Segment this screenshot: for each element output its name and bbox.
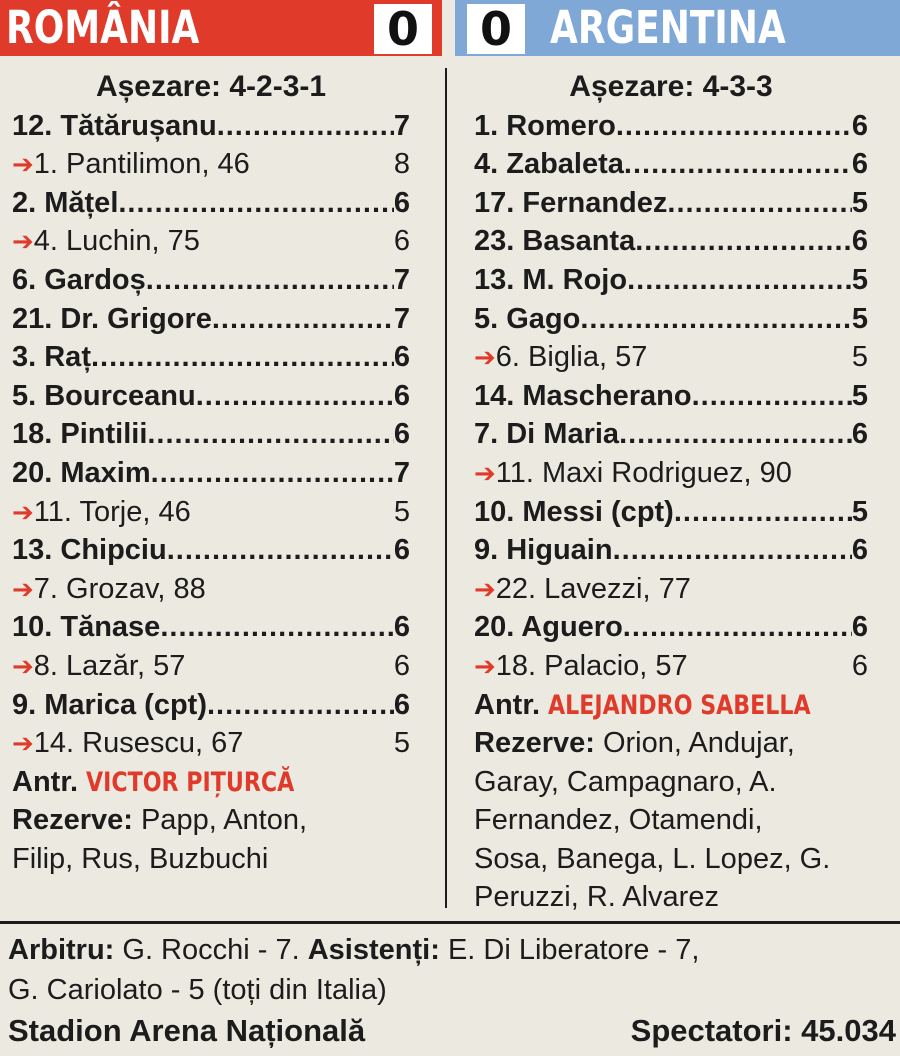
substitute-name: 4. Luchin, 75 (33, 225, 200, 258)
substitute-name: 6. Biglia, 57 (495, 341, 648, 374)
player-grade: 6 (393, 611, 410, 644)
player-row (12, 608, 410, 647)
player-row (474, 261, 868, 300)
player-row (12, 338, 410, 377)
away-team-name: ARGENTINA (550, 1, 786, 54)
leader-dots (619, 415, 852, 454)
player-grade: 6 (393, 186, 410, 219)
away-reserves (474, 724, 868, 763)
substitute-row (12, 222, 410, 261)
home-reserves-label: Rezerve: (12, 804, 133, 837)
player-row (12, 415, 410, 454)
away-formation: Așezare: 4-3-3 (569, 70, 773, 103)
player-name: 20. Maxim (12, 456, 151, 489)
player-grade: 7 (393, 263, 410, 296)
away-reserves-label: Rezerve: (474, 727, 595, 760)
substitute-grade: 8 (393, 148, 410, 181)
player-name: 2. Mățel (12, 186, 119, 219)
arrow-right-icon: ➔ (12, 728, 34, 759)
player-row (12, 377, 410, 416)
venue: Stadion Arena Națională (8, 1013, 366, 1048)
leader-dots (147, 415, 393, 454)
player-name: 9. Higuain (474, 534, 613, 567)
player-grade: 6 (393, 688, 410, 721)
spectators: Spectatori: 45.034 (630, 1013, 896, 1048)
player-name: 23. Basanta (474, 225, 636, 258)
player-name: 5. Gago (474, 302, 581, 335)
player-name: 10. Tănase (12, 611, 161, 644)
away-reserves-line: Sosa, Banega, L. Lopez, G. (474, 842, 831, 875)
away-lineup-list (474, 107, 868, 686)
footer-divider (0, 921, 900, 924)
officials-line (8, 930, 896, 970)
player-row (12, 184, 410, 223)
substitute-row (12, 724, 410, 763)
substitute-row (474, 338, 868, 377)
player-row (12, 454, 410, 493)
home-lineup-list (12, 107, 410, 763)
player-row (474, 222, 868, 261)
player-row (12, 531, 410, 570)
player-name: 1. Romero (474, 109, 616, 142)
substitute-grade: 5 (393, 727, 410, 760)
column-divider (445, 68, 447, 908)
player-row (12, 300, 410, 339)
arrow-right-icon: ➔ (12, 149, 34, 180)
officials-line-2: G. Cariolato - 5 (toți din Italia) (8, 974, 387, 1006)
player-row (474, 608, 868, 647)
match-header (0, 0, 900, 58)
home-coach-label: Antr. (12, 765, 79, 798)
player-grade: 6 (393, 379, 410, 412)
player-row (474, 531, 868, 570)
leader-dots (196, 377, 394, 416)
player-name: 6. Gardoș (12, 263, 146, 296)
leader-dots (627, 261, 852, 300)
player-row (474, 184, 868, 223)
substitute-row (12, 145, 410, 184)
home-reserves-line: Filip, Rus, Buzbuchi (12, 842, 269, 875)
arrow-right-icon: ➔ (12, 573, 34, 604)
substitute-row (474, 647, 868, 686)
assistants-label: Asistenți: (307, 934, 440, 966)
leader-dots (624, 145, 852, 184)
substitute-name: 11. Maxi Rodriguez, 90 (495, 456, 792, 489)
player-name: 18. Pintilii (12, 418, 148, 451)
player-row (12, 261, 410, 300)
substitute-grade: 6 (393, 225, 410, 258)
home-reserves-line: Papp, Anton, (140, 804, 308, 837)
leader-dots (151, 454, 394, 493)
player-grade: 5 (851, 263, 868, 296)
substitute-grade: 5 (851, 341, 868, 374)
substitute-grade: 5 (393, 495, 410, 528)
leader-dots (616, 107, 852, 146)
away-team-bar (455, 0, 900, 56)
substitute-row (12, 647, 410, 686)
player-row (12, 686, 410, 725)
leader-dots (212, 300, 394, 339)
player-row (474, 107, 868, 146)
substitute-name: 14. Rusescu, 67 (33, 727, 244, 760)
player-name: 7. Di Maria (474, 418, 620, 451)
player-name: 12. Tătărușanu (12, 109, 217, 142)
arrow-right-icon: ➔ (474, 342, 496, 373)
player-name: 3. Raț (12, 341, 91, 374)
away-coach (474, 686, 868, 725)
substitute-row (474, 454, 868, 493)
leader-dots (160, 608, 394, 647)
leader-dots (146, 261, 394, 300)
player-grade: 6 (851, 611, 868, 644)
player-row (474, 377, 868, 416)
player-grade: 5 (851, 302, 868, 335)
player-row (474, 145, 868, 184)
player-grade: 6 (851, 418, 868, 451)
substitute-name: 18. Palacio, 57 (495, 649, 688, 682)
player-grade: 6 (851, 109, 868, 142)
substitute-grade: 6 (393, 649, 410, 682)
home-score: 0 (374, 4, 432, 54)
away-reserves-line: Fernandez, Otamendi, (474, 804, 763, 837)
substitute-row (12, 493, 410, 532)
home-team-name: ROMÂNIA (6, 1, 200, 54)
substitute-name: 1. Pantilimon, 46 (33, 148, 250, 181)
away-score: 0 (467, 4, 525, 54)
home-reserves (12, 801, 410, 840)
player-name: 17. Fernandez (474, 186, 668, 219)
home-lineup-column (12, 68, 410, 878)
home-team-bar (0, 0, 442, 56)
arrow-right-icon: ➔ (12, 496, 34, 527)
player-name: 10. Messi (cpt) (474, 495, 674, 528)
match-footer (8, 930, 896, 1052)
substitute-name: 11. Torje, 46 (33, 495, 191, 528)
player-grade: 7 (393, 456, 410, 489)
leader-dots (667, 184, 851, 223)
player-name: 9. Marica (cpt) (12, 688, 207, 721)
player-grade: 6 (393, 418, 410, 451)
home-coach-name: VICTOR PIȚURCĂ (86, 766, 295, 798)
venue-line (8, 1010, 896, 1052)
arrow-right-icon: ➔ (474, 573, 496, 604)
leader-dots (635, 222, 852, 261)
player-row (474, 300, 868, 339)
leader-dots (207, 686, 394, 725)
player-grade: 6 (393, 341, 410, 374)
player-grade: 6 (393, 534, 410, 567)
arrow-right-icon: ➔ (474, 650, 496, 681)
leader-dots (91, 338, 394, 377)
player-grade: 7 (393, 109, 410, 142)
assistants-value: E. Di Liberatore - 7, (447, 934, 700, 966)
leader-dots (623, 608, 852, 647)
player-grade: 5 (851, 379, 868, 412)
player-name: 21. Dr. Grigore (12, 302, 212, 335)
home-coach (12, 763, 410, 802)
referee-label: Arbitru: (8, 934, 115, 966)
player-name: 20. Aguero (474, 611, 623, 644)
player-grade: 6 (851, 225, 868, 258)
leader-dots (674, 493, 852, 532)
referee-value: G. Rocchi - 7. (122, 934, 300, 966)
arrow-right-icon: ➔ (474, 457, 496, 488)
substitute-grade: 6 (851, 649, 868, 682)
leader-dots (692, 377, 852, 416)
player-name: 4. Zabaleta (474, 148, 624, 181)
player-grade: 5 (851, 186, 868, 219)
player-name: 13. Chipciu (12, 534, 167, 567)
arrow-right-icon: ➔ (12, 226, 34, 257)
player-name: 13. M. Rojo (474, 263, 628, 296)
player-row (474, 493, 868, 532)
player-name: 5. Bourceanu (12, 379, 196, 412)
substitute-name: 22. Lavezzi, 77 (495, 572, 691, 605)
substitute-row (12, 570, 410, 609)
player-name: 14. Mascherano (474, 379, 692, 412)
away-reserves-line: Orion, Andujar, (602, 727, 795, 760)
substitute-row (474, 570, 868, 609)
leader-dots (167, 531, 394, 570)
away-reserves-line: Peruzzi, R. Alvarez (474, 881, 719, 914)
leader-dots (217, 107, 394, 146)
player-grade: 5 (851, 495, 868, 528)
away-reserves-line: Garay, Campagnaro, A. (474, 765, 777, 798)
player-grade: 7 (393, 302, 410, 335)
away-coach-label: Antr. (474, 688, 541, 721)
player-grade: 6 (851, 534, 868, 567)
home-formation: Așezare: 4-2-3-1 (95, 70, 327, 103)
leader-dots (118, 184, 393, 223)
leader-dots (613, 531, 852, 570)
player-row (474, 415, 868, 454)
away-coach-name: ALEJANDRO SABELLA (548, 689, 811, 721)
player-grade: 6 (851, 148, 868, 181)
substitute-name: 8. Lazăr, 57 (33, 649, 186, 682)
away-lineup-column (474, 68, 868, 917)
substitute-name: 7. Grozav, 88 (33, 572, 206, 605)
player-row (12, 107, 410, 146)
arrow-right-icon: ➔ (12, 650, 34, 681)
leader-dots (580, 300, 852, 339)
